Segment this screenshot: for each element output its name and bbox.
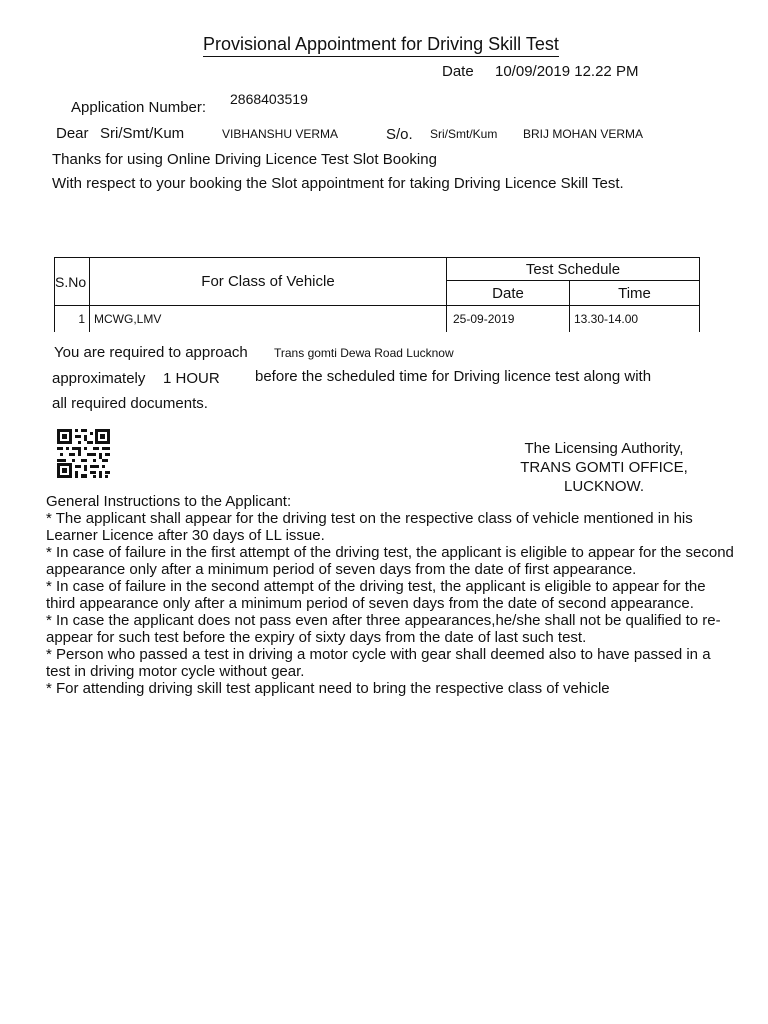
date-label: Date: [442, 63, 474, 80]
header-date: Date: [447, 281, 570, 306]
header-class-of-vehicle: For Class of Vehicle: [90, 258, 447, 306]
intro-line-1: Thanks for using Online Driving Licence Test Slot Booking: [52, 151, 437, 168]
table-header-row: [55, 258, 700, 281]
row-class: MCWG,LMV: [90, 306, 447, 333]
instruction-item: * For attending driving skill test applicant need to bring the respective class of vehicle: [46, 680, 610, 697]
approach-location: Trans gomti Dewa Road Lucknow: [274, 346, 454, 360]
intro-line-2: With respect to your booking the Slot appointment for taking Driving Licence Skill Test.: [52, 175, 624, 192]
application-number-label: Application Number:: [71, 99, 207, 116]
page-title: Provisional Appointment for Driving Skill Test: [203, 34, 559, 57]
header-test-schedule: Test Schedule: [447, 258, 700, 281]
applicant-name: VIBHANSHU VERMA: [222, 127, 339, 141]
authority-line-3: LUCKNOW.: [563, 478, 644, 495]
qr-code-icon: [57, 429, 110, 478]
application-number-value: 2868403519: [230, 91, 308, 107]
row-time: 13.30-14.00: [570, 306, 700, 333]
relation-label: S/o.: [386, 126, 413, 143]
date-value: 10/09/2019 12.22 PM: [495, 63, 639, 80]
approx-duration: 1 HOUR: [163, 370, 220, 387]
row-date: 25-09-2019: [447, 306, 570, 333]
instruction-item: * In case the applicant does not pass even after three appearances,he/she shall not be qualified to re-appear for such test before the expiry of sixty days from the date of last such test.: [46, 612, 721, 646]
applicant-title: Sri/Smt/Kum: [100, 125, 185, 142]
parent-name: BRIJ MOHAN VERMA: [523, 127, 644, 141]
instruction-item: * In case of failure in the first attempt of the driving test, the applicant is eligible to appear for the second appearance only after a minimum period of seven days from the date of first appearance.: [46, 544, 734, 578]
instruction-item: * The applicant shall appear for the driving test on the respective class of vehicle mentioned in his Learner Licence after 30 days of LL issue.: [46, 510, 693, 544]
dear-label: Dear: [56, 125, 89, 142]
authority-line-2: TRANS GOMTI OFFICE,: [520, 459, 688, 476]
authority-line-1: The Licensing Authority,: [524, 440, 684, 457]
approach-label: You are required to approach: [54, 344, 248, 361]
header-time: Time: [570, 281, 700, 306]
parent-title: Sri/Smt/Kum: [430, 127, 498, 141]
general-instructions: [46, 493, 736, 697]
approx-label: approximately: [52, 370, 146, 387]
documents-text: all required documents.: [52, 395, 208, 412]
table-row: [55, 306, 700, 333]
instructions-heading: General Instructions to the Applicant:: [46, 493, 292, 510]
instruction-item: * Person who passed a test in driving a motor cycle with gear shall deemed also to have passed in a test in driving motor cycle without gear.: [46, 646, 711, 680]
licensing-authority: [506, 439, 702, 496]
before-text: before the scheduled time for Driving licence test along with: [255, 368, 652, 385]
header-sno: S.No: [55, 258, 90, 306]
row-sno: 1: [55, 306, 90, 333]
schedule-table: [54, 257, 700, 332]
instruction-item: * In case of failure in the second attempt of the driving test, the applicant is eligible to appear for the third appearance only after a minimum period of seven days from the date of second appearance.: [46, 578, 706, 612]
